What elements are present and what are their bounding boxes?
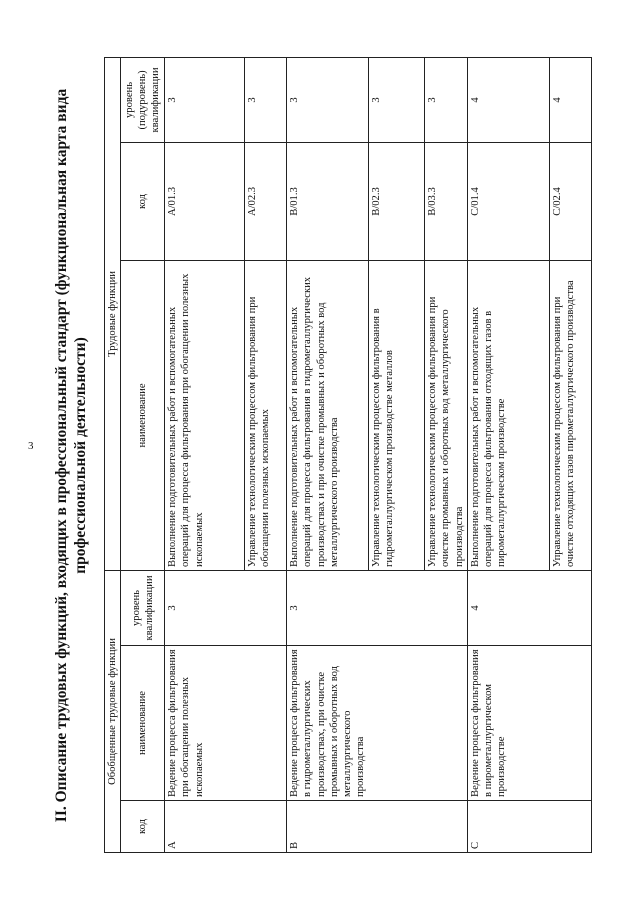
tf-code: A/01.3	[165, 142, 245, 260]
otf-name: Ведение процесса фильтрования в пирометаллургическом производстве	[467, 646, 591, 801]
otf-name: Ведение процесса фильтрования при обогащении полезных ископаемых	[165, 646, 287, 801]
col-header-name: наименование	[121, 646, 165, 801]
col-header-tf-name: наименование	[121, 260, 165, 570]
tf-name: Управление технологическим процессом фильтрования в гидрометаллургическом производстве металлов	[369, 260, 425, 570]
tf-name: Управление технологическим процессом фильтрования при очистке промывных и оборотных вод металлургического производства	[425, 260, 468, 570]
heading-line-1: II. Описание трудовых функций, входящих в профессиональный стандарт (функциональная карта вида	[53, 88, 70, 823]
tf-level: 4	[549, 57, 591, 142]
col-header-tf-code: код	[121, 142, 165, 260]
otf-level: 4	[467, 570, 591, 645]
tf-code: C/01.4	[467, 142, 549, 260]
landscape-content	[52, 58, 612, 853]
group-header-tf: Трудовые функции	[105, 57, 121, 570]
otf-code: B	[287, 801, 468, 853]
tf-code: B/01.3	[287, 142, 369, 260]
col-header-tf-level: уровень (подуровень) квалификации	[121, 57, 165, 142]
tf-name: Управление технологическим процессом фильтрования при обогащении полезных ископаемых	[245, 260, 287, 570]
tf-level: 4	[467, 57, 549, 142]
tf-code: B/02.3	[369, 142, 425, 260]
otf-code: A	[165, 801, 287, 853]
otf-code: C	[467, 801, 591, 853]
otf-level: 3	[287, 570, 468, 645]
section-heading	[52, 58, 104, 853]
table-row	[467, 57, 549, 852]
otf-level: 3	[165, 570, 287, 645]
tf-level: 3	[425, 57, 468, 142]
tf-code: C/02.4	[549, 142, 591, 260]
tf-code: A/02.3	[245, 142, 287, 260]
col-header-code: код	[121, 801, 165, 853]
page-number: 3	[28, 440, 34, 452]
functional-map-table	[104, 57, 592, 853]
otf-name: Ведение процесса фильтрования в гидрометаллургических производствах, при очистке промывных и оборотных вод металлургического производства	[287, 646, 468, 801]
table-row	[165, 57, 245, 852]
tf-name: Выполнение подготовительных работ и вспомогательных операций для процесса фильтрования в гидрометаллургических производствах и при очистке промывных и оборотных вод металлургического производства	[287, 260, 369, 570]
tf-name: Управление технологическим процессом фильтрования при очистке отходящих газов пирометаллургического производства	[549, 260, 591, 570]
tf-level: 3	[165, 57, 245, 142]
tf-level: 3	[369, 57, 425, 142]
heading-line-2: профессиональной деятельности)	[72, 337, 89, 574]
tf-level: 3	[245, 57, 287, 142]
group-header-otf: Обобщенные трудовые функции	[105, 570, 121, 852]
tf-code: B/03.3	[425, 142, 468, 260]
table-row	[287, 57, 369, 852]
tf-name: Выполнение подготовительных работ и вспомогательных операций для процесса фильтрования отходящих газов в пирометаллургическом производстве	[467, 260, 549, 570]
tf-name: Выполнение подготовительных работ и вспомогательных операций для процесса фильтрования при обогащении полезных ископаемых	[165, 260, 245, 570]
col-header-level: уровень квалификации	[121, 570, 165, 645]
tf-level: 3	[287, 57, 369, 142]
